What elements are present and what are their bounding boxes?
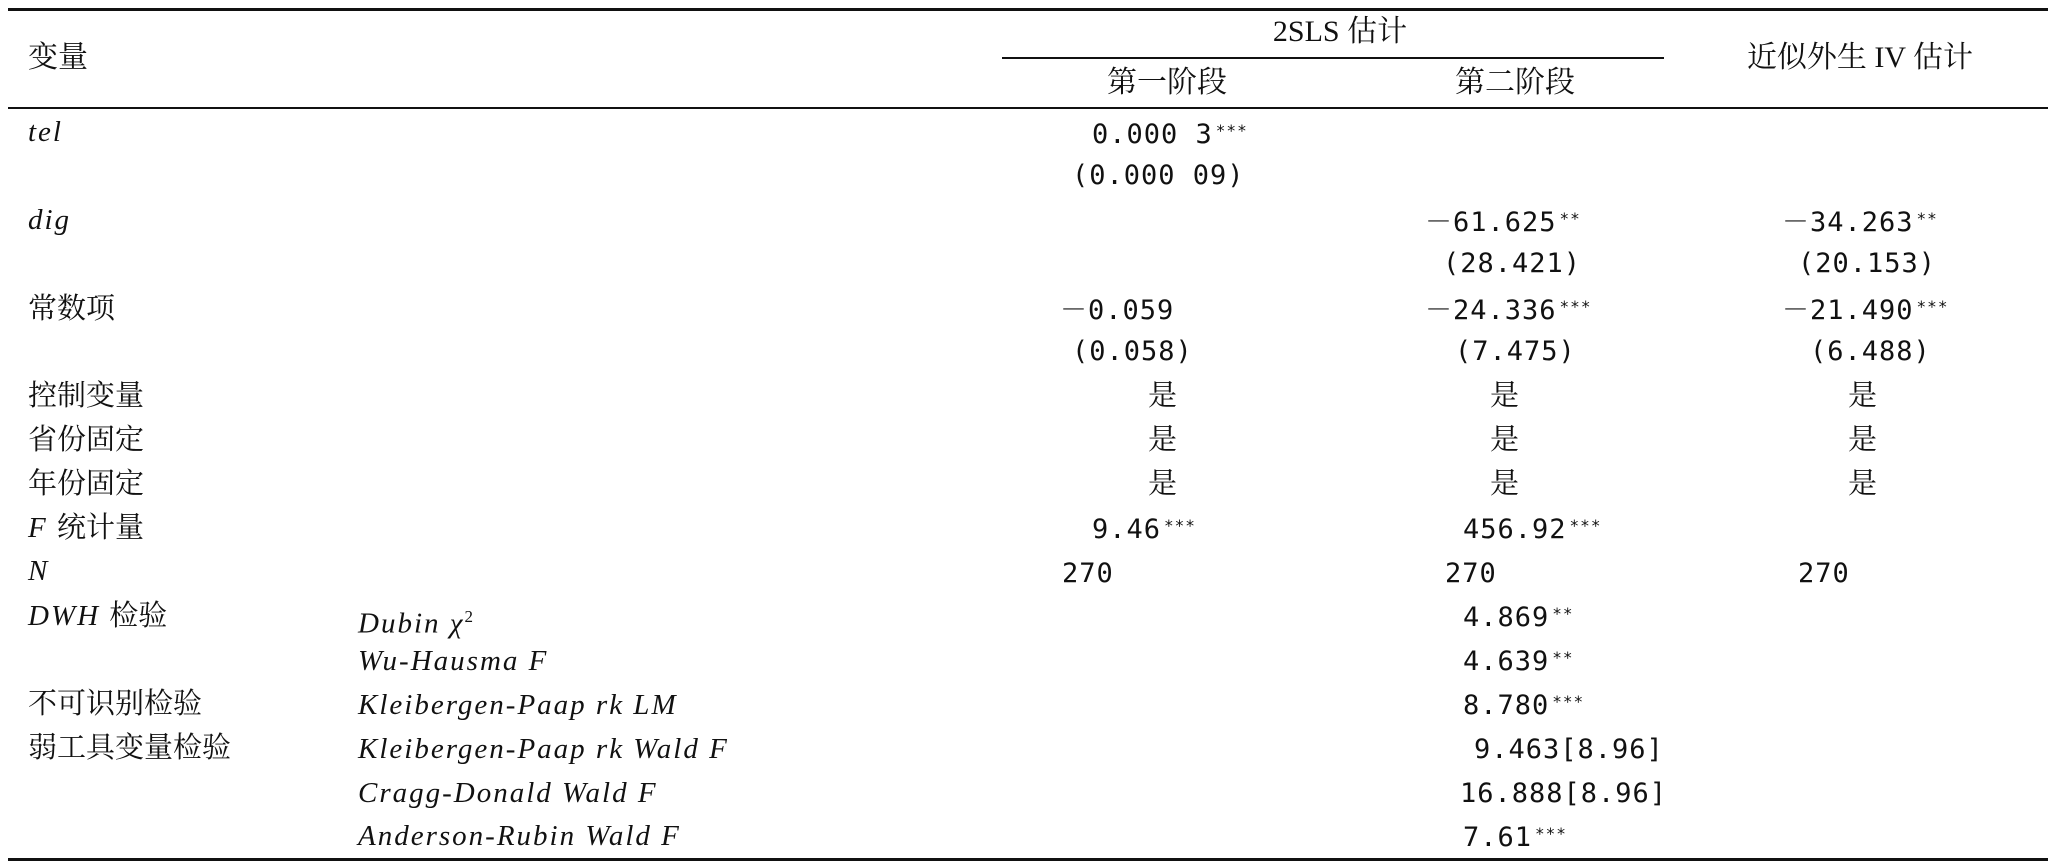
fstat-stage2: 456.92 *** [1463, 514, 1602, 545]
row-label-n: N [28, 555, 50, 587]
test-value-kp-wald: 9.463[8.96] [1474, 734, 1664, 765]
n-approx: 270 [1798, 558, 1850, 589]
tel-coef-stage1: 0.000 3 *** [1092, 119, 1248, 150]
test-value-cd-wald: 16.888[8.96] [1460, 778, 1668, 809]
province-fe-stage2: 是 [1490, 422, 1520, 456]
province-fe-stage1: 是 [1148, 422, 1178, 456]
controls-stage1: 是 [1148, 378, 1178, 412]
row-label-dwh: DWH 检验 [28, 598, 168, 632]
test-value-dubin: 4.869 ** [1463, 602, 1574, 633]
year-fe-approx: 是 [1848, 466, 1878, 500]
row-label-fstat: F 统计量 [28, 510, 144, 544]
controls-approx: 是 [1848, 378, 1878, 412]
dig-coef-approx: －34.263 ** [1782, 207, 1938, 238]
dig-coef-stage2: －61.625 ** [1425, 207, 1581, 238]
test-value-kp-lm: 8.780 *** [1463, 690, 1585, 721]
test-label-kp-lm: Kleibergen-Paap rk LM [358, 689, 678, 721]
test-value-wu-hausman: 4.639 ** [1463, 646, 1574, 677]
const-coef-stage2: －24.336 *** [1425, 295, 1592, 326]
const-se-stage1: (0.058) [1072, 336, 1193, 367]
row-label-underid: 不可识别检验 [28, 686, 203, 720]
row-label-weak-iv: 弱工具变量检验 [28, 730, 232, 764]
year-fe-stage2: 是 [1490, 466, 1520, 500]
2sls-span-rule [1002, 57, 1664, 59]
row-label-controls: 控制变量 [28, 378, 145, 412]
test-label-ar-wald: Anderson-Rubin Wald F [358, 820, 681, 852]
header-stage1: 第一阶段 [1107, 66, 1227, 99]
dig-se-stage2: (28.421) [1443, 248, 1582, 279]
n-stage2: 270 [1445, 558, 1497, 589]
top-rule [8, 8, 2048, 11]
row-label-province-fe: 省份固定 [28, 422, 145, 456]
row-label-year-fe: 年份固定 [28, 466, 145, 500]
header-rule [8, 107, 2048, 109]
const-se-approx: (6.488) [1810, 336, 1931, 367]
fstat-stage1: 9.46 *** [1092, 514, 1196, 545]
const-se-stage2: (7.475) [1455, 336, 1576, 367]
header-2sls: 2SLS 估计 [1272, 15, 1408, 48]
test-value-ar-wald: 7.61 *** [1463, 822, 1567, 853]
year-fe-stage1: 是 [1148, 466, 1178, 500]
row-label-dig: dig [28, 204, 72, 236]
n-stage1: 270 [1062, 558, 1114, 589]
bottom-rule [8, 858, 2048, 861]
dig-se-approx: (20.153) [1798, 248, 1937, 279]
header-variable: 变量 [28, 41, 88, 74]
test-label-wu-hausman: Wu-Hausma F [358, 645, 549, 677]
test-label-cd-wald: Cragg-Donald Wald F [358, 777, 658, 809]
header-stage2: 第二阶段 [1455, 66, 1575, 99]
test-label-dubin: Dubin $\chi^2$ [358, 607, 476, 640]
row-label-constant: 常数项 [28, 291, 116, 325]
const-coef-approx: －21.490 *** [1782, 295, 1949, 326]
test-label-kp-wald: Kleibergen-Paap rk Wald F [358, 733, 729, 765]
controls-stage2: 是 [1490, 378, 1520, 412]
province-fe-approx: 是 [1848, 422, 1878, 456]
header-approx-iv: 近似外生 IV 估计 [1746, 41, 1974, 74]
const-coef-stage1: －0.059 [1060, 295, 1175, 326]
row-label-tel: tel [28, 116, 63, 148]
tel-se-stage1: (0.000 09) [1072, 160, 1245, 191]
